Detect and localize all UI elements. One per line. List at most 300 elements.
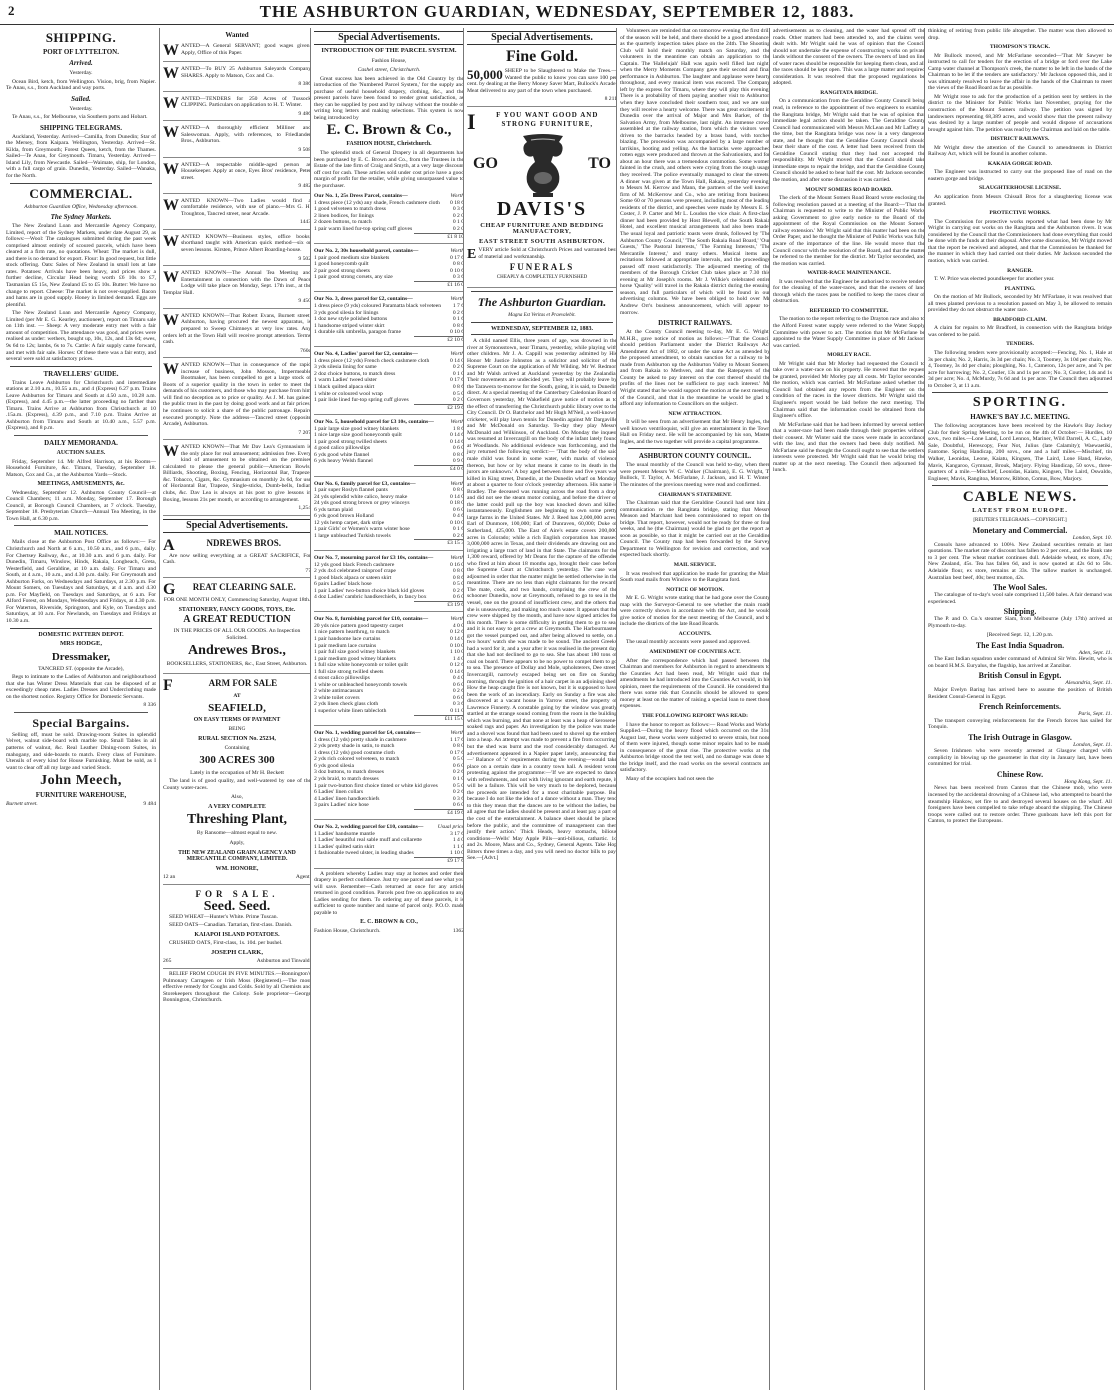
wanted-ad bbox=[163, 160, 311, 194]
parcel bbox=[314, 191, 464, 244]
monetary-heading: Monetary and Commercial. bbox=[972, 526, 1068, 536]
markets-text-2: The New Zealand Loan and Mercantile Agency Company, Limited (per Mr E. G. Kearley, auctioneer), report on Timaru sale on 11th inst. — Sheep: A very moderate entry met with a fair amount of competition. The attendance was good, and prices were realised as under: wethers, bought up, 10s, 12s, and 13s 6d; ewes, 9s 6d to 12s; lambs, 6s to 7s. Cattle: A fair supply came forward, and met with fair sale. Horses: Of these there was a fair entry, and several were sold at satisfactory prices. bbox=[6, 310, 156, 363]
parcel-item-price: 0 10 0 bbox=[450, 519, 464, 526]
parcel-item-price: 1 10 0 bbox=[450, 850, 464, 857]
parcel-item-price: 0 4 6 bbox=[452, 513, 464, 520]
wanted-ad-number: 760c bbox=[300, 347, 311, 354]
andrewes-title: NDREWES BROS. bbox=[206, 537, 282, 548]
parcel bbox=[314, 553, 464, 612]
parcel-item-label: 2 yds braid, to match dresses bbox=[314, 775, 379, 782]
parcel-item-label: 1 warm Ladies' tweed ulster bbox=[314, 377, 377, 384]
parcel-item-label: 1 white or unbleached honeycomb towels bbox=[314, 681, 408, 688]
wanted-ad bbox=[163, 232, 311, 266]
parcel-heading: Our No. 3, dress parcel for £2, contains— bbox=[314, 296, 413, 303]
squadron-date: Aden, Sept. 11. bbox=[1078, 649, 1112, 656]
parcel-item-label: 6 Ladies' linen collars bbox=[314, 789, 364, 796]
irish-date: London, Sept. 11. bbox=[1073, 741, 1112, 748]
agent: Agent, bbox=[295, 874, 311, 881]
funerals: FUNERALS bbox=[509, 262, 575, 273]
parcel-item-price: 0 5 0 bbox=[452, 581, 464, 588]
parcel-item-price: 0 14 6 bbox=[450, 668, 464, 675]
parcel-item-price: 0 8 6 bbox=[452, 574, 464, 581]
drop-cap: W bbox=[163, 65, 179, 83]
divider bbox=[10, 366, 152, 367]
parcel bbox=[314, 479, 464, 551]
parcel-item-price: 0 4 0 bbox=[452, 675, 464, 682]
great-sale-title: REAT CLEARING SALE. bbox=[192, 582, 296, 593]
arrived-day: Yesterday. bbox=[69, 70, 93, 76]
agent-line bbox=[163, 874, 311, 881]
fine-gold: Fine Gold. bbox=[505, 48, 578, 65]
news-intro: Volunteers are reminded that on tomorrow evening the first drill of the season will be held, and there should be a good attendance, as the quarterly inspection takes place on the 24th. The Shooting Club will hold their monthly match on Saturday, and the volunteers in the meantime can obtain an application to the Captain. The 'Hallelujah' Hall was again well filled last night, when the Merry Moments Company gave their second and final performance in Ashburton. The laughter and applause were hearty throughout, and every musical item was encored. The Company left by the express for Timaru, where they will play this evening. There is a probability of them paying another visit to Ashburton when they have concluded their southern tour, and we are sure they will receive a hearty welcome. There was great excitement in Dunedin over the arrival of Major and Mrs Barker, of the Salvation Army, from Melbourne, last night. An immense crowd assembled at the railway station, from which the visitors were driven to the barracks headed by a brass band, with torches blazing. The procession was accompanied by a large number of larrikins, hooting and yelling. As the barracks were approached rotten eggs were produced and thrown at the Salvationists, and for about an hour there was a tremendous commotion. Some women fainted in the crush, and others were crying from the rough usage they received. The police eventually managed to clear the streets. A dinner was given at the Town Hall, Rakaia, yesterday evening, to Messrs M. Kerrow and Mann, the partners of the well known firm of M. McKerrow and Co., who are retiring from business. Some 60 or 70 persons were present, including most of the leading residents of the district, and speeches were made by Messrs E. S. Coster, J. P. Carter and Mr L. Loudon the vice chair. A first-class dinner had been provided by Host Blewell, of the South Rakaia Hotel, and excellent musical arrangements had also been made. The usual loyal and patriotic toasts were drunk, followed by 'The Ashburton County Council,' 'The South Rakaia Road Board,' 'Our Guests,' 'The Pastoral Interests,' 'The Farming Interests,' 'The Mercantile Interest,' and many others. Musical items and recitations followed at appropriate intervals, and the proceedings passed off most satisfactorily. The adjourned meeting of the members of the Borough Cricket Club takes place at 7.30 this evening at Mr Joseph's rooms. Mr J. Wilkie's celebrated entire horse 'Quality' will travel in the Rakaia district during the ensuing season, and full particulars of which will be found in our advertising columns. We have been obliged to hold over Mr Andrew Orr's business announcement, which will appear to-morrow. bbox=[620, 28, 770, 316]
parcel-item-price: 0 6 0 bbox=[452, 506, 464, 513]
brown-name: E. C. Brown & Co., bbox=[326, 122, 452, 139]
divider bbox=[471, 334, 613, 335]
parcel-item-price: 0 8 0 bbox=[452, 568, 464, 575]
county-text: The usual monthly of the Council was held to-day, when there were present Messrs W. C. Walker (Chairman), E. G. Wright, T. Bullock, T. Taylor, A. McFarlane, J. Jackson, and H. T. Winter. The minutes of the previous meeting were read and confirmed. bbox=[620, 462, 770, 488]
parcel-item-label: 2 pair good strong sheets bbox=[314, 267, 370, 274]
parcel-item-price: 0 2 0 bbox=[452, 397, 464, 404]
wright-text: Mr Wright rose to ask for the production of a petition sent by settlers in the district to the Minister for Public Works last November, praying for the construction of the Mount Somers railway. The petition was signed by landowners representing 68,389 acres, and would show that the present railway was desired by a large number of people and would dispose of accusations brought against him. The petition was read by the Chairman and laid on the table. bbox=[928, 93, 1112, 133]
ransome: By Ransome—almost equal to new. bbox=[196, 830, 278, 837]
parcel-heading: Our No. 6, family parcel for £3, contains— bbox=[314, 480, 416, 487]
farm-title: ARM FOR SALE bbox=[208, 678, 278, 688]
meech-name: John Meech, bbox=[40, 773, 122, 789]
drop-cap: W bbox=[163, 94, 179, 112]
go-word: GO bbox=[473, 155, 498, 173]
chinese-date: Hong Kong, Sept. 11. bbox=[1064, 778, 1112, 785]
column-7 bbox=[924, 28, 1112, 1390]
chinese-text: News has been received from Canton that the Chinese mob, who were incensed by the accidental drowning of a Chinese lad, who attempted to board the steamship Hankow, set fire to and destroyed several houses on the wharf. All foreigners have been compelled to take refuge aboard the shipping. The Chinese troops were called out to restore order. Three gunboats have left this port for Canton, to protect the Europeans. bbox=[928, 785, 1112, 825]
wanted-ad-number: 9 486 bbox=[298, 110, 311, 117]
wanted-ad-text: ANTED—To BUY 25 Ashburton Saleyards Company SHARES. Apply to Matson, Cox and Co. bbox=[181, 66, 311, 79]
parcel-total: £4 0 6 bbox=[414, 465, 464, 473]
divider bbox=[471, 291, 613, 292]
brown-number: 1362 bbox=[452, 927, 464, 934]
hodge-name: MRS HODGE, bbox=[60, 640, 102, 648]
brown-sub: FASHION HOUSE, Christchurch. bbox=[346, 141, 432, 148]
ranger-text: T. W. Price was elected poundkeeper for another year. bbox=[934, 276, 1055, 283]
chairman-heading: CHAIRMAN'S STATEMENT. bbox=[658, 491, 732, 498]
meech-footer bbox=[6, 801, 156, 808]
parcel-item-price: 0 12 6 bbox=[450, 662, 464, 669]
memoranda-heading: DAILY MEMORANDA. bbox=[44, 438, 118, 447]
column-3 bbox=[310, 28, 467, 1390]
parcel-item-price: 0 14 6 bbox=[450, 438, 464, 445]
planting-text: On the motion of Mr Bullock, seconded by Mr M'Farlane, it was resolved that all trees planted previous to a resolution passed on May 3, be allowed to remain provided they do not obstruct the water race. bbox=[928, 294, 1112, 314]
cable-copyright: [REUTER'S TELEGRAMS.—COPYRIGHT.] bbox=[973, 517, 1067, 523]
parcel-item-label: 1 pair super Roslyn flannel pants bbox=[314, 487, 388, 494]
mail-text: Mails close at the Ashburton Post Office as follows:— For Christchurch and North at 6 a.m., 10.50 a.m., and 6 p.m., daily. For Chertsey Railway, &c., at 10.30 a.m. and 6 p.m. daily. For Dunedin, Timaru, Winslow, Hinds, Rakaia, Longbeach, Greta, Westerfield, and Geraldine, at 10 a.m. daily. For Timaru and South, at 4 a.m., 10 a.m., and 4.30 p.m. daily. For Greymouth and Ashburton Forks, on Wednesdays and Saturdays, at 2.30 p.m. For Mount Somers, on Tuesdays and Saturdays, at 4 a.m. and 4.30 p.m. For Mayfield, on Tuesdays and Saturdays, at 6 a.m. For Alford Forest, on Mondays, Wednesdays and Fridays, at 4.30 p.m. For Waterton, Riverside, Springston, and Kyle, on Tuesdays and Saturdays, at 10 a.m. For Newlands, on Tuesdays and Fridays at 10.30 a.m. bbox=[6, 539, 156, 624]
agent-number: 12 an bbox=[163, 874, 176, 881]
new-attraction-text: It will be seen from an advertisement that Mr Henry Ingles, the well known ventriloquist, will give an entertainment in the Town Hall on Friday next. He will be accompanied by his son, Master Ingles, and the two together will provide a capital programme. bbox=[620, 419, 770, 445]
shipping-received: [Received Sept. 12, 1.20 p.m. bbox=[986, 632, 1054, 639]
parcel-item-price: 0 11 0 bbox=[450, 708, 464, 715]
wanted-ad-text: ANTED KNOWN—Two Ladies would find a comfortable residence, with use of piano.—Mrs G. H. Troughton, Tancred street, near Arcade. bbox=[181, 197, 311, 217]
sheep-id: 8 211 bbox=[604, 96, 617, 103]
every-text: VERY article Sold at Christchurch Prices and warranted best of material and workmanship. bbox=[478, 247, 617, 260]
parcel-item-price: 3 17 6 bbox=[450, 830, 464, 837]
parcel-item-price: 0 12 6 bbox=[450, 629, 464, 636]
parcel-item-label: 3 yds silesia lining for same bbox=[314, 364, 377, 371]
domestic-ad-heading: DOMESTIC PATTERN DEPOT. bbox=[38, 631, 124, 638]
divider bbox=[10, 628, 152, 629]
commercial-heading: COMMERCIAL. bbox=[29, 185, 133, 201]
parcel-item-label: 1 pair good strong corsets, any size bbox=[314, 274, 393, 281]
parcel-worth-label: Worth bbox=[450, 616, 464, 623]
reduction-sub: IN THE PRICES OF ALL OUR GOODS. An Inspection Solicited. bbox=[173, 628, 301, 641]
parcel-item-label: 1 pair lisle lined fur-top spring cuff gloves bbox=[314, 397, 409, 404]
amendment-heading: AMENDMENT OF COUNTIES ACT. bbox=[649, 649, 741, 656]
thompson-text: Mr Bullock moved, and Mr McFarlane seconded—'That Mr Sawyer be instructed to call for tenders for the erection of a bridge or ford over the Lake Camp water channel at Thompson's creek, the matter to be left in the hands of the Chairman to be let if the tenders are satisfactory.' Mr Jackson opposed this, and it was ultimately resolved to leave the affair in the hands of the Chairman to meet the views of the Road Board as far as possible. bbox=[928, 52, 1112, 92]
drop-cap: W bbox=[163, 232, 179, 250]
parcel-item-price: 0 2 0 bbox=[452, 364, 464, 371]
drop-cap: I bbox=[467, 108, 476, 134]
bargains-heading: Special Bargains. bbox=[32, 715, 130, 730]
reduction: A GREAT REDUCTION bbox=[183, 614, 291, 626]
parcel-item-label: 1 large unbleached Turkish towels bbox=[314, 532, 391, 539]
parcel-item-price: 0 5 0 bbox=[452, 782, 464, 789]
notice-heading: NOTICE OF MOTION. bbox=[666, 586, 724, 593]
parcel-item-label: 1 pair good strong twilled sheets bbox=[314, 438, 387, 445]
want-text: F YOU WANT GOOD AND STRONG FURNITURE, bbox=[496, 110, 599, 128]
parcel-item-price: 0 1 0 bbox=[452, 775, 464, 782]
wanted-ad-number: 9 450 bbox=[298, 298, 311, 305]
wanted-ad bbox=[163, 442, 311, 515]
wanted-ads bbox=[163, 41, 311, 516]
parcel-worth-label: Worth bbox=[450, 248, 464, 255]
leader-text: A child named Ellis, three years of age, was drowned in the river at Symonsstown, near Timaru, yesterday, while playing with other children. Mr J. A. Cappill was yesterday admitted by His Honor Mr Justice Johnston as a solicitor and solicitor of the Supreme Court on the application of Mr Wilding. Mr W. Redmon and Mr Walsh arrived at Auckland yesterday by the Zealandia. Their movements are undecided yet. They will probably leave by the Tarawera to-morrow for the South, going, it is said, to Dunedin direct. At a special meeting of the Canterbury Caledonian Board of Governors yesterday, Mr Wakefield gave notice of motion as to the effect of transferring the Christchurch public library over to the City Council. Dr O. Batchelor and Mr Hugh M'Neil, a well-known cricketer, will play lawn tennis for Dunedin against Mr Dargaville and Mr McDonald on Saturday. To-day they play Messrs McDonald and Wilkinson, of Auckland. On Monday the inquest was resumed at Invercargill on the body of the infant lately found at Woodlands. No additional evidence was forthcoming, and the jury returned the following verdict:— 'That the body of the said male child was found in some water, with marks of violence thereon, but how or by what means it came to its death in the jurors are unknown.' A boy aged between three and five years was killed in King street, Dunedin, at the Dunedin wharf on Monday, at about a quarter to four o'clock yesterday afternoon. His name is Bradley. The deceased was running across the road from a dray, and did not see the steam motor coming, and before the driver of the latter could pull up the boy was knocked down and killed instantaneously. Englishmen are beginning to own some pretty large farms in the United States. Mr J. Reed has 2,000,000 acres; Earl of Dunmore, 100,000; Earl of Dunraven, 60,000; Duke of Sutherland, 425,000. The East of Aire's estate covers 200,000 acres in Colorado; while a rich English corporation has massed 3,000,000 acres in Texas, and their dividends are drawing out and irrigating a large tract of land in that State. The claimants for the 1,300 reward, offered by Mr Deans for the capture of the offender who fired at him about 18 months ago, brought their case before the Supreme Court at Christchurch yesterday. The case was adjourned in order that the matter might be settled otherwise in the meantime. There are no less than eight claimants for the reward. The mate, cook, and two hands, comprising the crew of the schooner Dunedin, now at Greymouth, refused to go to sea in the vessel, one on the ground of insufficient crew, and the others that she is unseaworthy, and making too much water. It appears that the crew were shipped by the month, and have now signed articles for this month. There is some difficulty in getting them to go to sea, and it is not easy to get a crew at Greymouth. The Harbourmaster got the vessel pumped out, and after being allowed to settle, on a two hours' watch she was made to be sound. The ancient Greeks had a word for it, and a year after it was realised in the present day that she had not declined to go to sea. She has about 180 tons of coal on board. There appears to be no power to compel them to go to sea. The presence of Dollay and Mole, upholsterers, Dee street, Invercargill, narrowly escaped being set on fire on Sunday morning, through the ignition of a hair carpet in an adjoining shed. How the heap caught fire is not known, but it is supposed to have been the work of an incendiary. Early on Sunday a fire was also discovered at a vacant house in Yarrow street, the property of Lawrence Finnerty. A constable going by the window was greatly startled at the strange sound coming from the room in the building which was burning, and that none at least was a heap of kerosene-soaked rags and paper. An investigation by the police was made, and a shovel was found that had been used to shovel up the embers into a heap. An attempt was made to prevent a fire from occurring, but the shed was burnt and the roof considerably damaged. An advertisement appeared in a Napier paper lately, announcing that—' Balance of 'x' requirements during the evening—would take place on a certain date in a country town hall. A resident wrote protesting against the programme:—'If we are expected to dance with refreshments, and not with living ignorant and earth repute, it will be a failure. This will be very much to be deplored, because the proceeds are intended for a most charitable purpose. But because I do not like the idea of a dance without a man. They tend to this they mean that the dances are to be without the ladies, but all agree that the ladies should be present and at least pay a part of the cost of the entertainment. A balance sheet should be placed before the public, and the committee of management can then justify their action.' Thick Heads, heavy stomachs, bilious conditions—Wells' May Apple Pills—anti-bilious, cathartic. 1d and 2s. Moore, Mass and Co., Sydney, General Agents. Take Hop Bitters three times a day, and you will need no doctor bills to pay. See.—[Advt.] bbox=[467, 338, 617, 862]
french-heading: French Reinforcements. bbox=[979, 702, 1061, 712]
parcel-item-price: 0 2 0 bbox=[452, 212, 464, 219]
wanted-ad-text: ANTED KNOWN—Business styles, office books, shorthand taught with American quick method—six or seven lessons. Kirsten, Prince Albert Boarding-house. bbox=[181, 233, 311, 254]
parcel bbox=[314, 728, 464, 820]
vase-illustration-icon bbox=[513, 132, 573, 198]
drop-cap: W bbox=[163, 160, 179, 178]
parcel-item-price: 0 17 6 bbox=[450, 377, 464, 384]
threshing-plant: Threshing Plant, bbox=[186, 812, 288, 828]
wanted-ad bbox=[163, 41, 311, 62]
mount-somers-heading: MOUNT SOMERS ROAD BOARD. bbox=[805, 186, 893, 193]
meech-address: Burnett street. bbox=[6, 801, 38, 808]
wool-heading: The Wool Sales. bbox=[992, 583, 1048, 593]
parcel-total: £1 8 10 bbox=[414, 233, 464, 241]
parcel-item-price: 1 4 0 bbox=[452, 655, 464, 662]
parcel bbox=[314, 246, 464, 292]
special-heading: Special Advertisements. bbox=[467, 31, 617, 45]
travellers-text: Trains Leave Ashburton for Christchurch and intermediate stations at 2.10 a.m., 10.55 a.m., and 4 (Express) 6.27 p.m. Trains Leave Ashburton for Timaru and South at 4.50 a.m., 10.28 a.m. (Express), and 4.45 p.m.—the latter proceeding no farther than Timaru. Trains Arrive at Ashburton from Christchurch at 10 .15a.m. (Express), 4.39 p.m., and 7.10 p.m. Trains Arrive at Ashburton from Timaru and South at 10.40 a.m., 5.57 p.m. (Express), and 8 p.m. bbox=[6, 379, 156, 432]
parcel-item-label: 1 nice large size good honeycomb quilt bbox=[314, 432, 402, 439]
davis-ad bbox=[467, 109, 617, 288]
new-attraction-heading: NEW ATTRACTION. bbox=[668, 410, 722, 417]
meetings-text: Wednesday, September 12. Ashburton County Council—at Council Chambers; 11 a.m. Monday, September 17. Borough Council, at Borough Council Chambers, at 7 o'clock. Tuesday, September 18. Presbyterian Church—Annual Tea Meeting, in the Town Hall, at 6.30 p.m. bbox=[6, 489, 156, 522]
shipping-text: The P. and O. Co.'s steamer Siam, from Melbourne (July 17th) arrived at Plymouth to-day. bbox=[928, 616, 1112, 629]
report-text-2: Many of the occupiers had not seen the bbox=[626, 775, 714, 782]
parcel-item-label: 1 pair warm lined fur-top spring cuff gloves bbox=[314, 226, 413, 233]
hodge-number: 8 336 bbox=[143, 702, 156, 709]
paper-title: The Ashburton Guardian. bbox=[477, 295, 607, 310]
complete: A VERY COMPLETE bbox=[208, 803, 266, 810]
andrewes-ad bbox=[163, 536, 311, 579]
seed-heading: Seed. Seed. bbox=[203, 898, 271, 914]
east-street: EAST STREET SOUTH ASHBURTON. bbox=[478, 237, 606, 245]
parcel-item-label: 1 pair medium good witney blankets bbox=[314, 655, 396, 662]
chinese-heading: Chinese Row. bbox=[996, 769, 1044, 779]
great-sale-text: FOR ONE MONTH ONLY, Commencing Saturday, August 18th. bbox=[163, 597, 311, 604]
travellers-heading: TRAVELLERS' GUIDE. bbox=[43, 369, 119, 378]
bargains-text: Selling off, must be sold. Drawing-room Suites in splendid Velvet, walnut side-board with marble top. Small Tables in all patterns of walnut, &c. Real Leather Dining-room Suites, in mahogany, and side-boards to match. Every class of Furniture. Utensils of every kind for House Furnishing. Must be sold, as I want to clear off all my large and varied Stock. bbox=[6, 731, 156, 771]
morley-text: Mr Wright said that Mr Morley had requested the Council to take over a water-race on his property. He moved that the request be granted, provided Mr Morley pay all costs. Mr Taylor seconded the motion, which was carried. Mr McFarlane asked whether the Council had obtained any reports from the Engineer on the condition of the races in the lower districts. Mr Wright said the Engineer's report would be laid before the next meeting. The Chairman said that the information could be obtained from the Engineer's office. bbox=[773, 360, 925, 420]
squadron-text: The East Indian squadron under command of Admiral Sir Wm. Hewitt, who is on board H.M.S. Euryalus, the flagship, has arrived at Zanzibar. bbox=[928, 656, 1112, 669]
andrews-sub: BOOKSELLERS, STATIONERS, &c., East Street, Ashburton. bbox=[166, 661, 308, 668]
parcel-item-label: 1 full size strong twilled sheets bbox=[314, 668, 384, 675]
parcel-item-price: 0 2 0 bbox=[452, 226, 464, 233]
parcel-item-price: 0 6 0 bbox=[452, 802, 464, 809]
sheep-text: SHEEP to be Slaughtered to Make the Trees.—Wanted the public to know you can save 100 per cent. by dealing at the Berry Money Saver Mart, Bullock's Arcade. Meat delivered to any part of the town when purchased. bbox=[467, 68, 617, 94]
parcel-item-label: 1 nice pattern hearthrug, to match bbox=[314, 629, 390, 636]
parcel-item-price: 1 4 0 bbox=[452, 837, 464, 844]
parcel-heading: Our No. 8, furnishing parcel for £10, contains— bbox=[314, 616, 429, 623]
chairman-text: The Chairman said that the Geraldine Council had sent him a communication re the Rangitata bridge, stating that Messrs Meason and Marchant had been commissioned to report on the bridge. That report, however, would not be ready for three or four weeks, and he (the Chairman) would be glad to get the report as soon as possible, so that it might be carried out at the Geraldine Council. The County map had been forwarded by the Survey Department to Wellington for revision and correction, and was expected back shortly. bbox=[620, 500, 770, 559]
parcel-total: £9 17 6 bbox=[414, 857, 464, 865]
parcel-item-price: 0 8 0 bbox=[452, 487, 464, 494]
parcel-item-price: 0 18 6 bbox=[450, 199, 464, 206]
bradford-heading: BRADFORD CLAIM. bbox=[993, 316, 1047, 323]
shipping-heading: Shipping. bbox=[1003, 607, 1037, 617]
go-to-row bbox=[467, 132, 617, 198]
parcel-heading: Our No. 1, wedding parcel for £4, contains— bbox=[314, 730, 421, 737]
splendid-text: The splendid stock of General Drapery in all departments has been purchased by E. C. Brown and Co., from the Trustees in the Estate of the late firm of Craig and Smyth, at a very large discount off cost for cash. These articles sold under cost price have a good margin of profit for the retailer, while giving unsurpassed value to the purchaser. bbox=[314, 150, 464, 189]
parcel-item-label: 1 doz new style polished buttons bbox=[314, 316, 388, 323]
referred-heading: REFERRED TO COMMITTEE. bbox=[809, 307, 889, 314]
brown-signature-2: Fashion House, Christchurch. bbox=[314, 927, 381, 934]
parcel bbox=[314, 349, 464, 415]
joseph-footer bbox=[163, 958, 311, 965]
accounts-heading: ACCOUNTS. bbox=[678, 630, 712, 637]
farm-land: The land is of good quality, and well-watered by one of the County water-races. bbox=[163, 778, 311, 791]
parcel-worth-label: Worth bbox=[450, 351, 464, 358]
drop-cap: E bbox=[467, 247, 477, 263]
drop-cap: F bbox=[163, 677, 173, 694]
parcel-worth-label: Usual price bbox=[437, 824, 464, 831]
newspaper-title: THE ASHBURTON GUARDIAN, WEDNESDAY, SEPTEMBER 12, 1883. bbox=[259, 2, 855, 21]
mail-service-heading: MAIL SERVICE. bbox=[673, 562, 717, 569]
drop-cap: W bbox=[163, 196, 179, 214]
wanted-ad-number: 8 386 bbox=[298, 81, 311, 88]
parcel-total: £2 10 6 bbox=[414, 336, 464, 344]
parcel-item-label: 1 Ladies' beautiful real sable muff and collarette bbox=[314, 837, 422, 844]
parcel-item-label: 1 dress piece (9 yds) coloured Paramatta black velveteen bbox=[314, 302, 442, 309]
parcel-item-label: 1 pair Girls' or Women's warm winter hose bbox=[314, 526, 410, 533]
seed-ad bbox=[163, 887, 311, 969]
parcel-item-label: 1 pair handsome lace curtains bbox=[314, 636, 381, 643]
hawkes-heading: HAWKE'S BAY J.C. MEETING. bbox=[970, 413, 1070, 422]
monetary-date: London, Sept. 10. bbox=[1072, 535, 1112, 542]
parcel bbox=[314, 294, 464, 347]
wanted-ad bbox=[163, 360, 311, 440]
intro-heading: INTRODUCTION OF THE PARCEL SYSTEM. bbox=[321, 47, 457, 54]
wanted-ad bbox=[163, 94, 311, 122]
parcel-item-label: 1 dress (12 yds) good costume cloth bbox=[314, 749, 395, 756]
parcel-worth-label: Worth bbox=[450, 419, 464, 426]
parcel-item-price: 0 3 6 bbox=[452, 274, 464, 281]
slaughter-text: An application from Messrs Chissall Bros for a slaughtering license was granted. bbox=[928, 194, 1112, 207]
parcel bbox=[314, 614, 464, 726]
parcel-heading: Our No. 2, 30s household parcel, contains— bbox=[314, 248, 419, 255]
parcel-item-price: 0 2 6 bbox=[452, 789, 464, 796]
wanted-ad-number: 9 508 bbox=[298, 147, 311, 154]
parcel-item-label: 6 yds tartan plaid bbox=[314, 506, 353, 513]
parcel-item-label: 1 pair full size good witney blankets bbox=[314, 649, 396, 656]
protective-text: The Commission for protective works reported what had been done by Mr Wright in carrying out works on the Rangitata and the Ashburton rivers. It was considered by the Council that the Commissioners had done everything that could be done with the funds at their disposal. After some discussion, Mr Wright moved that the report be received and adopted, and that the Commission be thanked for the manner in which they had carried out their duties. Mr Jackson seconded the motion, which was carried. bbox=[928, 218, 1112, 264]
parcel-item-label: 6 pairs Ladies' black hose bbox=[314, 581, 372, 588]
parcel-item-price: 0 6 0 bbox=[452, 762, 464, 769]
egypt-heading: British Consul in Egypt. bbox=[978, 671, 1062, 681]
joseph-clark: JOSEPH CLARK, bbox=[210, 948, 263, 956]
parcel-item-price: 0 10 6 bbox=[450, 329, 464, 336]
masthead bbox=[0, 0, 1114, 25]
parcel-item-price: 0 2 6 bbox=[452, 769, 464, 776]
parcel-item-price: 1 8 6 bbox=[452, 425, 464, 432]
wanted-ad-text: ANTED—A General SERVANT; good wages given. Apply, Office of this Paper. bbox=[181, 43, 311, 56]
problem-text: A problem whereby Ladies may stay at homes and order their drapery in perfect confidence. Just try one parcel and see what you will save. Remember—Cash returned at once for any article returned in good condition. Parcels post free on application to any Ladies sending for them. To ordering any of these parcels, it is sufficient to quote number and name of parcel only. P.O.O. made payable to bbox=[314, 870, 464, 916]
parcel-total: £11 15 0 bbox=[414, 715, 464, 723]
hawkes-text: The following acceptances have been received by the Hawke's Bay Jockey Club for their Spring Meeting, to be run on the 4th of October:— Hurdles, 10 sovs., two miles.—Lone Land, Lord Lennox, Mariner, Wild Darrell, A. C., Lady Sale, Doubtful, Herescopy, Fear Not, Julius (late Calamity); Waewaetiki, Fantome. Spring Handicap, 200 sovs., one and a half miles.—Mischief, tin Walker, Leonidas, Leone, Kaiatu, Kingsen, The Laird, Lone Hand, Hawke, Mavis, Kangaroo, Gymnast, Brouk, Marjory. Flying Handicap, 50 sovs., three-quarters of a mile.—Mischief, Leonidas, Kaiatu, Kingsen, The Laird, Oswaldo, Engineer, Mavis, Rangitoa, Monrow, Ribbon, Comus, Bow, Marjory. bbox=[928, 423, 1112, 482]
parcel-item-price: 0 1 6 bbox=[452, 316, 464, 323]
wanted-ad-text: ANTED KNOWN—That in consequence of the rapid increase of business, John Mosson, Impermeable Bootmaker, has been compelled to get a large stock of Boots of a superior quality in the town in order to meet the demands of his customers, and those who may purchase from him will find no deception as to price or quality. As J. M. has gained the public trust in the past by doing good work and at fair prices, he continues to solicit a share of the public patronage. Repairs executed promptly. Note the address—Tancred street (opposite Arcade), Ashburton. bbox=[163, 362, 311, 428]
column-2 bbox=[159, 28, 314, 1390]
parcel-item-price: 0 2 6 bbox=[452, 532, 464, 539]
brown-signature: E. C. BROWN & CO., bbox=[360, 919, 418, 926]
drop-cap: W bbox=[163, 124, 179, 142]
parcel-total: £3 19 6 bbox=[414, 601, 464, 609]
joseph-number: 265 bbox=[163, 958, 172, 965]
report-text: I have the honor to report as follows:— Road Works and Works Supplied.—During the heavy flood which occurred on the 31st August last, these works were subjected to severe strain, but none of them were injured, though some minor repairs had to be made in consequence of the great rise. The protective works at the Ashburton bridge stood the test well, and no damage was done to the bridge itself, and the road works on the several contracts are satisfactory. bbox=[620, 721, 770, 774]
andrews-name: Andrewes Bros., bbox=[188, 643, 286, 659]
sheep-number: 50,000 bbox=[467, 67, 503, 82]
parcel-worth-label: Worth bbox=[450, 555, 464, 561]
parcel-item-label: 3 white toilet covers bbox=[314, 694, 360, 701]
farm-being: BEING bbox=[228, 726, 246, 733]
water-race-text: It was resolved that the Engineer be authorised to receive tenders for the cleaning of the water-races, and that the owners of land through which the races pass be notified to keep the races clear of obstruction. bbox=[773, 278, 925, 305]
parcel-item-price: 0 6 0 bbox=[452, 694, 464, 701]
parcel-item-label: 1 fashionable tweed ulster, in leading shades bbox=[314, 850, 414, 857]
drop-cap: W bbox=[163, 42, 179, 59]
district-heading: DISTRICT RAILWAYS. bbox=[990, 136, 1050, 143]
parcel-item-label: 1 good honeycomb quilt bbox=[314, 261, 369, 268]
brown-footer bbox=[314, 928, 464, 935]
seed-wheat: SEED WHEAT—Hunter's White. Prime Tuscan. bbox=[169, 913, 278, 920]
honore: WM. HONORE, bbox=[215, 865, 259, 872]
district-railways-heading: DISTRICT RAILWAYS. bbox=[658, 319, 732, 328]
notice-text: Mr E. G. Wright wrote stating that he had gone over the County map with the Surveyor-General to see whether the main roads were correctly shown in accordance with the Act, and he would give notice of motion for the next meeting of the Council, and to include the districts of the late Road Boards. bbox=[620, 595, 770, 628]
referred-text: The motion to the report referring to the Drayton race and also to the Alford Forest water supply were referred to the Water Supply Committee with power to act. The motion that Mr McFarlane be appointed to the Water Supply Committee in place of Mr Jackson was carried. bbox=[773, 316, 925, 349]
wanted-ad-text: ANTED—A thoroughly efficient Milliner and Saleswoman. Apply, with references, to Friedlander Bros., Ashburton. bbox=[181, 125, 311, 145]
crushed-oats: CRUSHED OATS, First-class, 1s. 10d. per bushel. bbox=[169, 940, 283, 947]
county-heading: ASHBURTON COUNTY COUNCIL. bbox=[638, 452, 752, 461]
slaughter-heading: SLAUGHTERHOUSE LICENSE. bbox=[978, 185, 1062, 192]
parcel-item-label: 1 good velveteen to match dress bbox=[314, 206, 386, 213]
sheep-ad bbox=[467, 66, 617, 107]
parcel-heading: Our No. 2, wedding parcel for £10, contains— bbox=[314, 824, 424, 831]
parcel-total: £3 15 3 bbox=[414, 539, 464, 547]
column-4 bbox=[463, 28, 620, 1390]
morley-heading: MORLEY RACE. bbox=[827, 352, 871, 359]
parcel-item-label: 24 yds splendid white calico, heavy make bbox=[314, 493, 408, 500]
arrived-text: Ocean Bird, ketch, from Wellington. Vision, brig, from Napier. Te Anau, s.s., from Auckland and way ports. bbox=[6, 78, 156, 92]
column-5 bbox=[616, 28, 773, 1390]
rangitata-heading: RANGITATA BRIDGE. bbox=[820, 89, 878, 96]
egypt-date: Alexandria, Sept. 11. bbox=[1065, 680, 1112, 687]
wanted-ad bbox=[163, 196, 311, 230]
mail-heading: MAIL NOTICES. bbox=[54, 529, 108, 538]
farm-at: AT bbox=[233, 693, 241, 699]
markets-text: The New Zealand Loan and Mercantile Agency Company, Limited, report of the Sydney Markets, under date August 29, as follows:—Wool: The catalogues submitted during the past week comprised almost entirely of scoured parcels, which have been cleared at a firm rate, no quotations. Wheat: The market is dull, and there is no demand for export. Flour: In good request, but little stock offering. Oats: Sales of New Zealand in small lots at late rates. Potatoes: Arrivals have been heavy, and prices show a further decline, Circular Head being worth £6 10s to £7, Tasmanian £5 15s, New Zealand £5 to £5 10s. Butter: We have no change to report. Cheese: The market is not over-supplied. Bacon and hams are in good supply. Honey in limited demand. Eggs are plentiful. bbox=[6, 223, 156, 308]
parcel-item-price: 0 3 6 bbox=[452, 795, 464, 802]
parcel-item-price: 0 6 0 bbox=[452, 594, 464, 601]
shipping-heading: SHIPPING. bbox=[45, 30, 117, 45]
divider bbox=[932, 392, 1108, 393]
parcel-item-label: 3 doz buttons, to match dresses bbox=[314, 769, 384, 776]
parcel-item-label: 12 yds good black French cashmere bbox=[314, 561, 395, 568]
special-heading: Special Advertisements. bbox=[163, 519, 311, 533]
kakaia-heading: KAKAIA GORGE ROAD. bbox=[987, 160, 1053, 167]
parcel-heading: Our No. 5, household parcel for £3 10s, contains— bbox=[314, 419, 434, 426]
parcel-item-label: 24 yds good strong brown or grey winceys bbox=[314, 500, 410, 507]
parcel-item-price: 0 17 6 bbox=[450, 749, 464, 756]
parcel-item-price: 0 14 0 bbox=[450, 636, 464, 643]
parcel-item-price: 0 14 6 bbox=[450, 432, 464, 439]
divider bbox=[932, 485, 1108, 486]
wanted-ad bbox=[163, 123, 311, 157]
sailed-text: Te Anau, s.s., for Melbourne, via Southern ports and Hobart. bbox=[12, 114, 148, 121]
page-columns bbox=[6, 28, 1112, 1390]
arrived-heading: Arrived. bbox=[69, 59, 93, 67]
parcel-item-price: 0 16 0 bbox=[450, 561, 464, 568]
parcel-item-label: 6 yds good brown Holland bbox=[314, 513, 374, 520]
drop-cap: G bbox=[163, 581, 176, 599]
hodge-address: TANCRED ST. (opposite the Arcade), bbox=[38, 665, 124, 672]
tenders-text: The following tenders were provisionally accepted:—Fencing, No. 1, Hale at 3s per chain; No. 2, Harris, 3s 3d per chain; No. 3, Toomey, 3s 10d per chain; No. 4, Toomey, 3s 4d per chain; ploughing, No. 1, Cameron, 12s per acre, and 7s per acre for harrowing; No. 2, Coutler, 13s and 1s per acre; No. 3, Coutler, 14s and 1s 3d per acre; No. 4, McMurdy, 7s 6d and 1s per acre. The Council then adjourned to October 3, at 11 a.m. bbox=[928, 349, 1112, 389]
joseph-sub: Ashburton and Tinwald. bbox=[256, 958, 311, 965]
wanted-ad bbox=[163, 268, 311, 309]
farm-section: RURAL SECTION No. 25234, bbox=[198, 735, 276, 742]
egypt-text: Major Evelyn Baring has arrived here to assume the position of British Resident Consul-General in Egypt. bbox=[928, 687, 1112, 700]
irish-text: Seven Irishmen who were recently arrested at Glasgow charged with complicity in blowing up the gasometer in that city in January last, have been committed for trial. bbox=[928, 748, 1112, 768]
auction-text: Friday, September 14. Mr Alfred Harrison, at his Rooms— Household Furniture, &c. Timaru, Tuesday, September 18. Matson, Cox and Co., at the Ashburton Yards—Stock. bbox=[6, 458, 156, 478]
kakaia-text: The Engineer was instructed to carry out the proposed line of road on the eastern gorge and bridge. bbox=[928, 169, 1112, 182]
drop-cap: W bbox=[163, 311, 179, 329]
council-text-continued: thinking of retiring from public life altogether. The matter was then allowed to drop. bbox=[928, 28, 1112, 41]
parcel-item-price: 0 5 0 bbox=[452, 390, 464, 397]
parcel-item-price: 0 1 0 bbox=[452, 219, 464, 226]
parcel-item-price: 0 8 0 bbox=[452, 261, 464, 268]
parcel-item-label: 2 doz choice buttons, to match dress bbox=[314, 370, 396, 377]
mcfarlane-text: Mr McFarlane said that he had been informed by several settlers that a water-race had been made through their properties without their consent. Mr Winter said the races were made in accordance with the law, and that the owners had been duly notified. Mr McFarlane said he thought the Council ought to see that the settlers' interests were protected. Mr Wright said that he would bring the matter up at the next meeting. The Council then adjourned for lunch. bbox=[773, 421, 925, 474]
auction-heading: AUCTION SALES. bbox=[56, 449, 106, 456]
drop-cap: W bbox=[163, 361, 179, 379]
parcel bbox=[314, 822, 464, 868]
relief-ad: RELIEF FROM COUGH IN FIVE MINUTES.—Bonnington's Pulmonary Carrageen or Irish Moss (Registered).—The most effective remedy for Coughs and Colds. Sold by all Chemists and Storekeepers throughout the Colony. Sole proprietor—George Bonnington, Christchurch. bbox=[163, 971, 311, 1004]
parcel-item-price: 0 6 0 bbox=[452, 681, 464, 688]
district-railways-text: At the County Council meeting to-day, Mr E. G. Wright, M.H.R., gave notice of motion as follows:—'That the Council should petition Parliament under the District Railways Act Amendment Act of 1882, or under the same Act as amended by the proposed amendment, to obtain sanction for a railway to be made from Ashburton up the Ashburton Valley to Mount Somers, and from Rakaia to Methven, and that the Ratepayers of the County be asked to pay interest on the cost thereof should the profits of the lines not be sufficient to pay such interest.' Mr Wright stated that he would support the motion at the next meeting of the Council, and that in the meantime he would be glad to afford any information to Councillors on the subject. bbox=[620, 329, 770, 408]
hodge-text: Begs to intimate to the Ladies of Ashburton and neighbourhood that she has Winter Dress Materials that can be disposed of at exceedingly cheap rates. Ladies Dresses and Underclothing made on the shortest notice. Registry Office for Domestic Servants. bbox=[6, 674, 156, 700]
district-text: Mr Wright drew the attention of the Council to amendments in District Railway Act, which will be found in another column. bbox=[928, 144, 1112, 158]
parcel-item-price: 0 1 0 bbox=[452, 370, 464, 377]
farm-occupied: Lately in the occupation of Mr H. Beckett bbox=[190, 769, 284, 776]
cashel-street: Cashel street, Christchurch. bbox=[357, 67, 421, 74]
column-6 bbox=[769, 28, 928, 1390]
